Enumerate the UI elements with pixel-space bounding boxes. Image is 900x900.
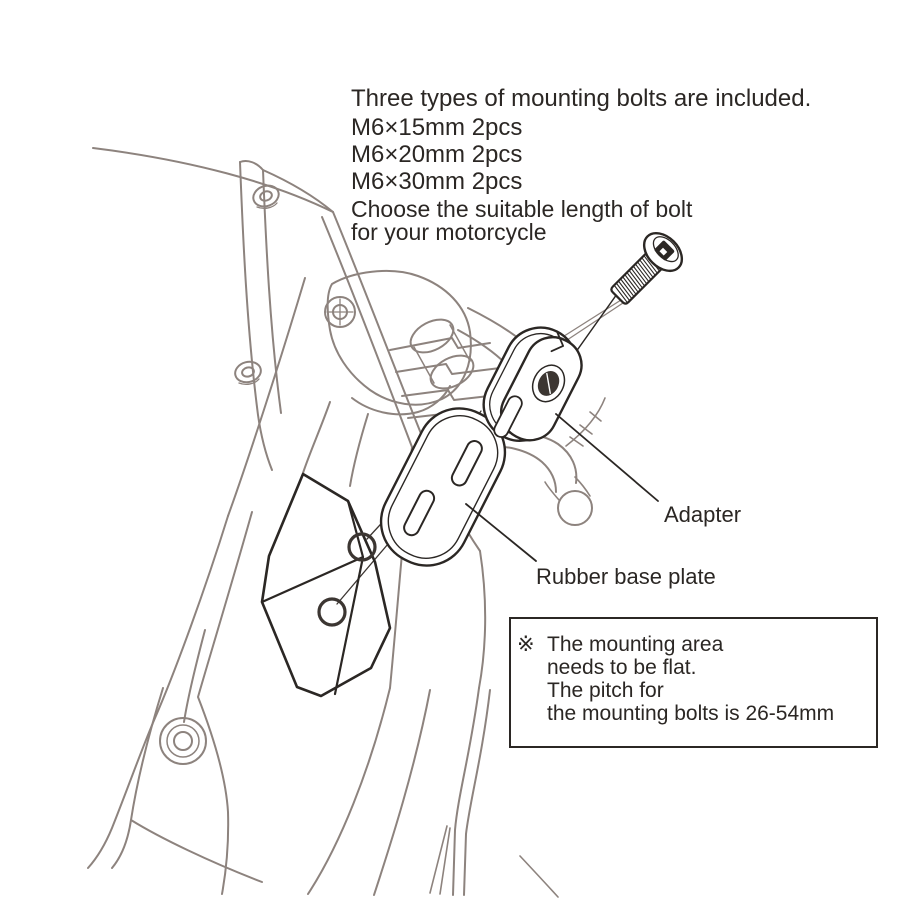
note-line-2: needs to be flat. xyxy=(547,656,697,679)
rubber-plate-leader-line xyxy=(466,504,536,561)
mounting-bolt-illustration xyxy=(602,226,689,313)
mounting-bracket xyxy=(262,474,390,696)
bolt-size-3: M6×30mm 2pcs xyxy=(351,168,523,195)
note-marker: ※ xyxy=(517,633,535,656)
note-line-4: the mounting bolts is 26-54mm xyxy=(547,702,835,725)
advice-line-2: for your motorcycle xyxy=(351,219,547,245)
intro-text: Three types of mounting bolts are included. xyxy=(351,85,812,112)
bolt-size-1: M6×15mm 2pcs xyxy=(351,114,523,141)
note-line-3: The pitch for xyxy=(547,679,664,702)
mounting-holes xyxy=(319,534,375,625)
adapter-label: Adapter xyxy=(664,502,742,527)
note-line-1: The mounting area xyxy=(547,633,724,656)
note-box xyxy=(509,617,878,748)
fairing-screw-detail xyxy=(160,718,206,764)
rubber-base-plate-label: Rubber base plate xyxy=(536,564,716,589)
advice-line-1: Choose the suitable length of bolt xyxy=(351,196,693,222)
note-lines xyxy=(547,633,871,725)
bolt-size-2: M6×20mm 2pcs xyxy=(351,141,523,168)
front-fairing xyxy=(88,447,558,897)
